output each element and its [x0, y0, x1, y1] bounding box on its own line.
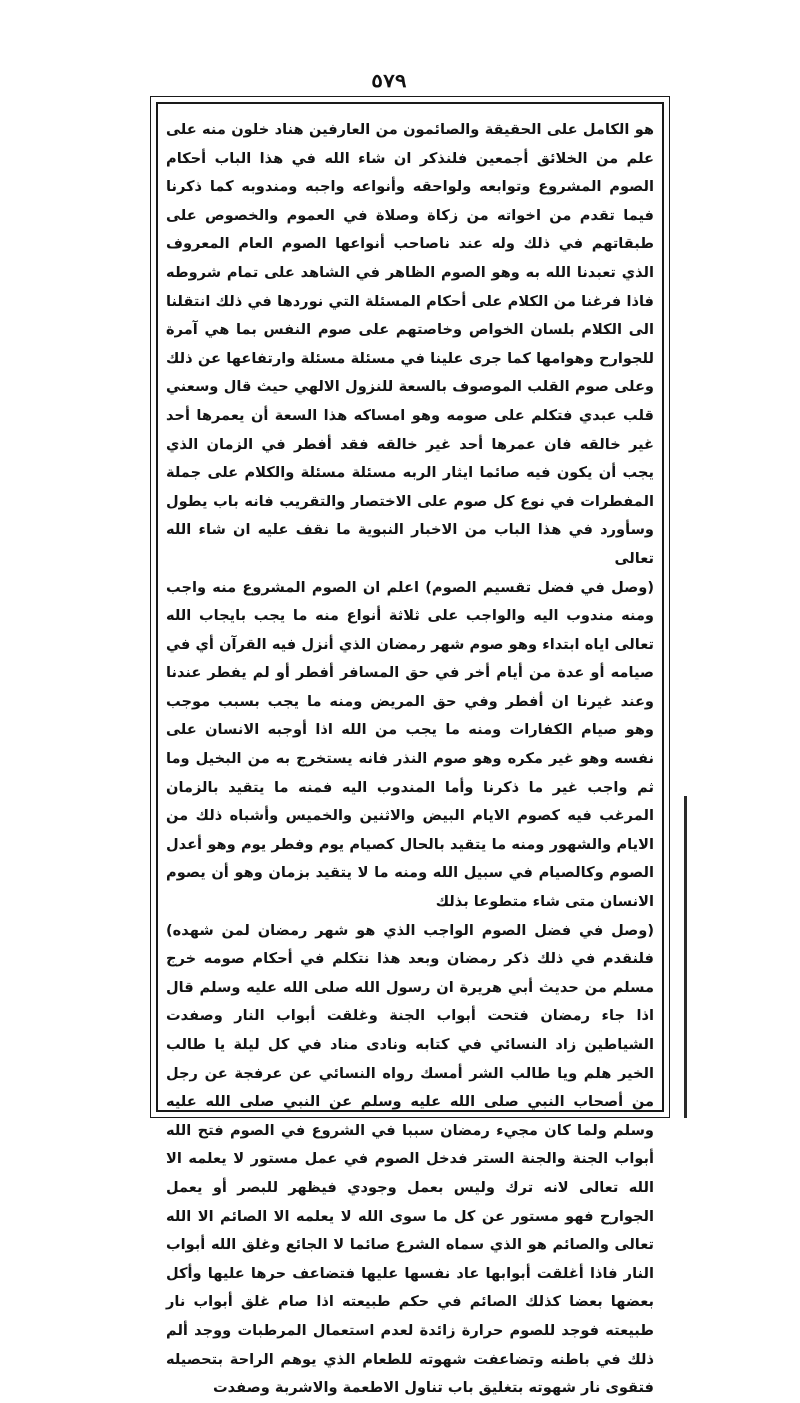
- paragraph-intro: هو الكامل على الحقيقة والصائمون من العارفين هناد خلون منه على علم من الخلائق أجمعين فلنذكر ان شاء الله في هذا الباب أحكام الصوم المشروع وتوابعه ولواحقه وأنواعه واجبه ومندوبه كما ذكرنا فيما تقدم من اخواته من زكاة وصلاة في العموم والخصوص على طبقاتهم في ذلك وله عند ناصاحب أنواعها الصوم العام المعروف الذي تعبدنا الله به وهو الصوم الظاهر في الشاهد على تمام شروطه فاذا فرغنا من الكلام على أحكام المسئلة التي نوردها في ذلك انتقلنا الى الكلام بلسان الخواص وخاصتهم على صوم النفس بما هي آمرة للجوارح وهوامها كما جرى علينا في مسئلة مسئلة وارتفاعها عن ذلك وعلى صوم القلب الموصوف بالسعة للنزول الالهي حيث قال وسعني قلب عبدي فتكلم على صومه وهو امساكه هذا السعة أن يعمرها أحد غير خالقه فان عمرها أحد غير خالقه فقد أفطر في الزمان الذي يجب أن يكون فيه صائما ايثار الربه مسئلة مسئلة والكلام على جملة المفطرات في نوع كل صوم على الاختصار والتقريب فانه باب يطول وسأورد في هذا الباب من الاخبار النبوية ما نقف عليه ان شاء الله تعالى: [166, 121, 654, 567]
- paragraph-ramadan-virtue: (وصل في فضل الصوم الواجب الذي هو شهر رمضان لمن شهده) فلنقدم في ذلك ذكر رمضان وبعد هذا نتكلم في أحكام صومه خرج مسلم من حديث أبي هريرة ان رسول الله صلى الله عليه وسلم قال اذا جاء رمضان فتحت أبواب الجنة وغلقت أبواب النار وصفدت الشياطين زاد النسائي في كتابه ونادى مناد في كل ليلة يا طالب الخير هلم ويا طالب الشر أمسك رواه النسائي عن عرفجة عن رجل من أصحاب النبي صلى الله عليه وسلم عن النبي صلى الله عليه وسلم ولما كان مجيء رمضان سببا في الشروع في الصوم فتح الله أبواب الجنة والجنة الستر فدخل الصوم في عمل مستور لا يعلمه الا الله تعالى لانه ترك وليس بعمل وجودي فيظهر للبصر أو يعمل الجوارح فهو مستور عن كل ما سوى الله لا يعلمه الا الصائم الا الله تعالى والصائم هو الذي سماه الشرع صائما لا الجائع وغلق الله أبواب النار فاذا أغلقت أبوابها عاد نفسها عليها فتضاعف حرها عليها وأكل بعضها بعضا كذلك الصائم في حكم طبيعته اذا صام غلق أبواب نار طبيعته فوجد للصوم حرارة زائدة لعدم استعمال المرطبات ووجد ألم ذلك في باطنه وتضاعفت شهوته للطعام الذي يوهم الراحة بتحصيله فتقوى نار شهوته بتغليق باب تناول الاطعمة والاشربة وصفدت: [166, 921, 654, 1397]
- margin-rule-line: [684, 796, 687, 1118]
- main-text: [166, 116, 654, 1403]
- paragraph-fasting-division: (وصل في فضل تقسيم الصوم) اعلم ان الصوم المشروع منه واجب ومنه مندوب اليه والواجب على ثلاثة أنواع منه ما يجب بايجاب الله تعالى اياه ابتداء وهو صوم شهر رمضان الذي أنزل فيه القرآن أي في صيامه أو عدة من أيام أخر في حق المسافر أفطر أو لم يفطر عندنا وعند غيرنا ان أفطر وفي حق المريض ومنه ما يجب بسبب موجب وهو صيام الكفارات ومنه ما يجب من الله اذا أوجبه الانسان على نفسه وهو غير مكره وهو صوم النذر فانه يستخرج به من البخيل وما ثم واجب غير ما ذكرنا وأما المندوب اليه فمنه ما يتقيد بالزمان المرغب فيه كصوم الايام البيض والاثنين والخميس وأشباه ذلك من الايام والشهور ومنه ما يتقيد بالحال كصيام يوم وفطر يوم وهو أعدل الصوم وكالصيام في سبيل الله ومنه ما لا يتقيد بزمان وهو أن يصوم الانسان متى شاء متطوعا بذلك: [166, 578, 654, 911]
- page-number: ٥٧٩: [371, 69, 407, 93]
- text-block-frame: [156, 102, 664, 1397]
